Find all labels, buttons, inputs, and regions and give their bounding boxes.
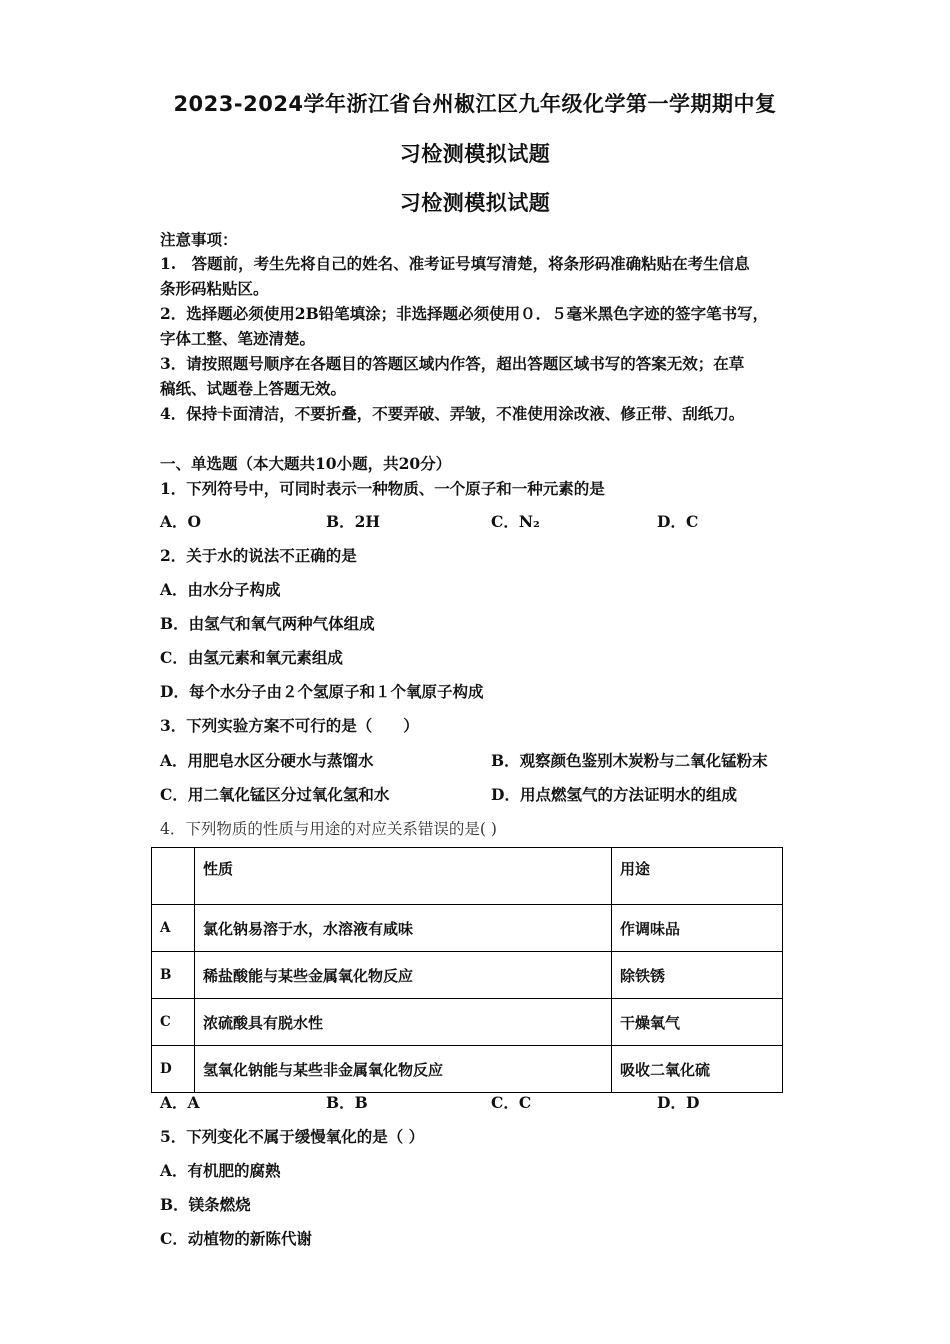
notice-item: 稿纸、试题卷上答题无效。 xyxy=(160,379,347,398)
q3-option-d: D．用点燃氢气的方法证明水的组成 xyxy=(491,785,737,804)
question-1-stem: 1．下列符号中，可同时表示一种物质、一个原子和一种元素的是 xyxy=(160,479,605,498)
notice-item: 3．请按照题号顺序在各题目的答题区域内作答，超出答题区域书写的答案无效；在草 xyxy=(160,354,745,373)
table-header-cell xyxy=(152,848,195,905)
page-title-line1: 2023-2024学年浙江省台州椒江区九年级化学第一学期期中复 xyxy=(173,92,777,116)
q2-option-d: D．每个水分子由２个氢原子和１个氧原子构成 xyxy=(160,682,484,701)
q5-option-c: C．动植物的新陈代谢 xyxy=(160,1229,312,1248)
question-5-stem: 5．下列变化不属于缓慢氧化的是（ ） xyxy=(160,1127,425,1146)
q4-option-d: D．D xyxy=(657,1093,700,1112)
q4-option-a: A．A xyxy=(160,1093,200,1112)
table-cell: 氢氧化钠能与某些非金属氧化物反应 xyxy=(195,1046,612,1093)
table-row xyxy=(152,999,783,1046)
table-cell: 吸收二氧化硫 xyxy=(612,1046,783,1093)
notice-item: 2．选择题必须使用2B铅笔填涂；非选择题必须使用０．５毫米黑色字迹的签字笔书写， xyxy=(160,304,769,323)
table-header-row xyxy=(152,848,783,905)
q3-option-c: C．用二氧化锰区分过氧化氢和水 xyxy=(160,785,390,804)
table-cell: A xyxy=(152,905,195,952)
q3-option-b: B．观察颜色鉴别木炭粉与二氧化锰粉末 xyxy=(491,751,768,770)
table-header-cell: 性质 xyxy=(195,848,612,905)
table-cell: B xyxy=(152,952,195,999)
table-row xyxy=(152,952,783,999)
question-4-stem: 4．下列物质的性质与用途的对应关系错误的是( ) xyxy=(160,820,497,838)
table-header-cell: 用途 xyxy=(612,848,783,905)
q5-option-a: A．有机肥的腐熟 xyxy=(160,1161,281,1180)
table-cell: 干燥氧气 xyxy=(612,999,783,1046)
q1-option-b: B．2H xyxy=(326,512,381,531)
question-2-stem: 2．关于水的说法不正确的是 xyxy=(160,546,357,565)
q1-option-d: D．C xyxy=(657,512,699,531)
q4-option-b: B．B xyxy=(326,1093,368,1112)
table-row xyxy=(152,905,783,952)
table-cell: 稀盐酸能与某些金属氧化物反应 xyxy=(195,952,612,999)
notice-item: 4．保持卡面清洁，不要折叠，不要弄破、弄皱，不准使用涂改液、修正带、刮纸刀。 xyxy=(160,404,745,423)
notice-heading: 注意事项： xyxy=(160,230,238,249)
table-row xyxy=(152,1046,783,1093)
table-cell: D xyxy=(152,1046,195,1093)
q3-option-a: A．用肥皂水区分硬水与蒸馏水 xyxy=(160,751,374,770)
table-cell: 浓硫酸具有脱水性 xyxy=(195,999,612,1046)
q1-option-a: A．O xyxy=(160,512,202,531)
page-title-line3: 习检测模拟试题 xyxy=(399,191,551,215)
table-cell: C xyxy=(152,999,195,1046)
table-cell: 作调味品 xyxy=(612,905,783,952)
notice-item: 字体工整、笔迹清楚。 xyxy=(160,329,316,348)
q2-option-b: B．由氢气和氧气两种气体组成 xyxy=(160,614,375,633)
property-use-table xyxy=(151,847,783,1093)
table-cell: 氯化钠易溶于水，水溶液有咸味 xyxy=(195,905,612,952)
page-title-line2: 习检测模拟试题 xyxy=(399,142,551,166)
question-3-stem: 3．下列实验方案不可行的是（ ） xyxy=(160,716,419,735)
section-heading: 一、单选题（本大题共10小题，共20分） xyxy=(160,454,452,473)
q1-option-c: C．N₂ xyxy=(491,512,540,531)
notice-item: 1. 答题前，考生先将自己的姓名、准考证号填写清楚，将条形码准确粘贴在考生信息 xyxy=(160,254,750,273)
q2-option-a: A．由水分子构成 xyxy=(160,580,281,599)
q4-option-c: C．C xyxy=(491,1093,532,1112)
notice-item: 条形码粘贴区。 xyxy=(160,279,269,298)
table-cell: 除铁锈 xyxy=(612,952,783,999)
q2-option-c: C．由氢元素和氧元素组成 xyxy=(160,648,343,667)
q5-option-b: B．镁条燃烧 xyxy=(160,1195,251,1214)
